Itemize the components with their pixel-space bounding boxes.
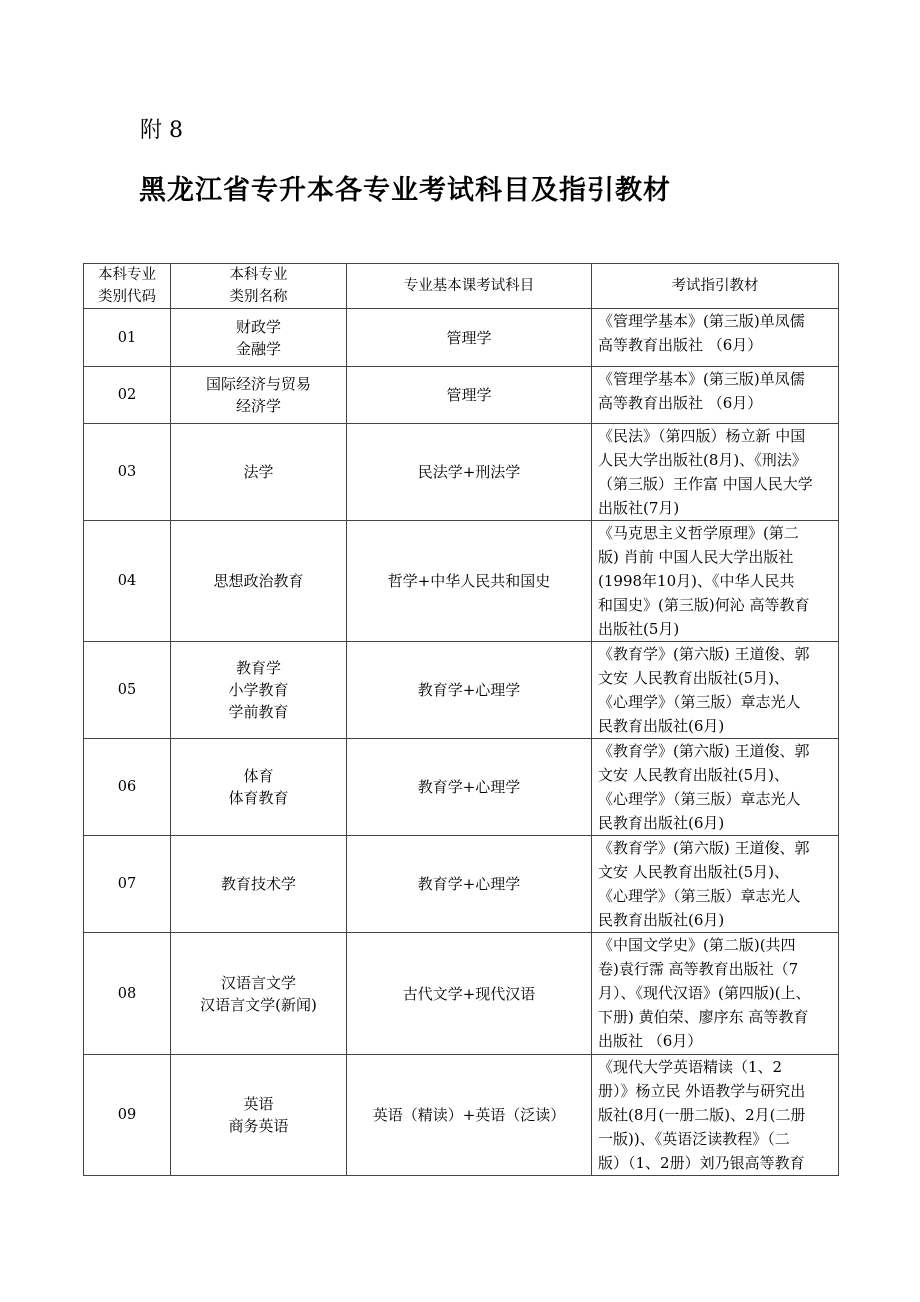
textbooks: 《民法》（第四版）杨立新 中国 人民大学出版社(8月)、《刑法》 （第三版）王作富 中国人民大学 出版社(7月) <box>592 424 839 521</box>
exam-subject: 管理学 <box>347 309 592 367</box>
major-name: 国际经济与贸易 经济学 <box>171 367 347 424</box>
major-name: 思想政治教育 <box>171 521 347 642</box>
major-name: 财政学 金融学 <box>171 309 347 367</box>
exam-subject: 教育学+心理学 <box>347 836 592 933</box>
exam-subject: 民法学+刑法学 <box>347 424 592 521</box>
major-code: 07 <box>84 836 171 933</box>
exam-subject: 管理学 <box>347 367 592 424</box>
major-name: 教育技术学 <box>171 836 347 933</box>
major-name: 法学 <box>171 424 347 521</box>
textbooks: 《现代大学英语精读（1、2 册）》杨立民 外语教学与研究出 版社(8月(一册二版)、2月(二册 一版))、《英语泛读教程》（二 版）（1、2册）刘乃银高等教育 <box>592 1055 839 1176</box>
table-row <box>84 367 839 424</box>
attachment-label: 附 8 <box>140 118 183 143</box>
major-name: 体育 体育教育 <box>171 739 347 836</box>
textbooks: 《管理学基本》(第三版)单凤儒 高等教育出版社 （6月） <box>592 367 839 424</box>
major-name: 汉语言文学 汉语言文学(新闻) <box>171 933 347 1055</box>
major-code: 04 <box>84 521 171 642</box>
major-name: 英语 商务英语 <box>171 1055 347 1176</box>
textbooks: 《教育学》(第六版) 王道俊、郭 文安 人民教育出版社(5月)、 《心理学》（第三版）章志光人 民教育出版社(6月) <box>592 642 839 739</box>
exam-subject: 英语（精读）+英语（泛读） <box>347 1055 592 1176</box>
textbooks: 《中国文学史》(第二版)(共四 卷)袁行霈 高等教育出版社（7 月）、《现代汉语》(第四版)(上、 下册) 黄伯荣、廖序东 高等教育 出版社 （6月） <box>592 933 839 1055</box>
textbooks: 《马克思主义哲学原理》(第二 版) 肖前 中国人民大学出版社 (1998年10月)、《中华人民共 和国史》(第三版)何沁 高等教育 出版社(5月) <box>592 521 839 642</box>
table-header-row <box>84 264 839 309</box>
exam-subject: 古代文学+现代汉语 <box>347 933 592 1055</box>
table-row <box>84 836 839 933</box>
textbooks: 《教育学》(第六版) 王道俊、郭 文安 人民教育出版社(5月)、 《心理学》（第三版）章志光人 民教育出版社(6月) <box>592 739 839 836</box>
table-row <box>84 642 839 739</box>
textbooks: 《管理学基本》(第三版)单凤儒 高等教育出版社 （6月） <box>592 309 839 367</box>
table-row <box>84 933 839 1055</box>
table-row <box>84 309 839 367</box>
header-code: 本科专业 类别代码 <box>84 264 171 309</box>
header-textbooks: 考试指引教材 <box>592 264 839 309</box>
major-code: 05 <box>84 642 171 739</box>
table-row <box>84 1055 839 1176</box>
major-code: 08 <box>84 933 171 1055</box>
table-row <box>84 424 839 521</box>
major-name: 教育学 小学教育 学前教育 <box>171 642 347 739</box>
major-code: 02 <box>84 367 171 424</box>
exam-subject: 哲学+中华人民共和国史 <box>347 521 592 642</box>
major-code: 01 <box>84 309 171 367</box>
major-code: 09 <box>84 1055 171 1176</box>
header-subject: 专业基本课考试科目 <box>347 264 592 309</box>
header-name: 本科专业 类别名称 <box>171 264 347 309</box>
exam-subject: 教育学+心理学 <box>347 739 592 836</box>
textbooks: 《教育学》(第六版) 王道俊、郭 文安 人民教育出版社(5月)、 《心理学》（第三版）章志光人 民教育出版社(6月) <box>592 836 839 933</box>
page-title: 黑龙江省专升本各专业考试科目及指引教材 <box>139 175 671 206</box>
exam-subjects-table <box>83 263 839 1176</box>
table-row <box>84 739 839 836</box>
exam-subject: 教育学+心理学 <box>347 642 592 739</box>
major-code: 03 <box>84 424 171 521</box>
table-row <box>84 521 839 642</box>
major-code: 06 <box>84 739 171 836</box>
